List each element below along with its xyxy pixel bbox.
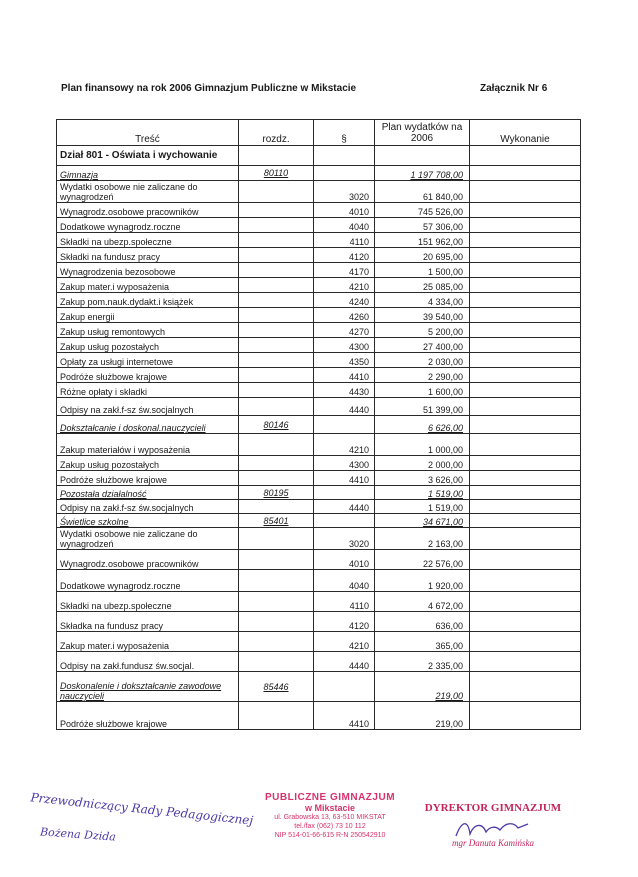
table-row xyxy=(57,323,581,338)
stamp-line-4: tel./fax (062) 73 10 112 xyxy=(294,823,366,830)
cell-rozdz xyxy=(239,293,314,308)
cell-plan: 3 626,00 xyxy=(375,471,470,486)
table-row xyxy=(57,383,581,398)
cell-paragraph: 4210 xyxy=(314,278,375,293)
subsection-row xyxy=(57,514,581,528)
table-row xyxy=(57,612,581,632)
cell-paragraph: 4440 xyxy=(314,500,375,514)
document-title: Plan finansowy na rok 2006 Gimnazjum Publiczne w Mikstacie xyxy=(61,83,357,94)
cell-wykonanie xyxy=(470,383,581,398)
table-row xyxy=(57,353,581,368)
subsection-row xyxy=(57,486,581,500)
table-row xyxy=(57,248,581,263)
cell-rozdz xyxy=(239,672,314,702)
cell-wykonanie xyxy=(470,471,581,486)
cell-wykonanie xyxy=(470,308,581,323)
cell-plan: 151 962,00 xyxy=(375,233,470,248)
cell-tresc: Składki na fundusz pracy xyxy=(57,248,239,263)
subsection-row xyxy=(57,416,581,434)
column-header-wykonanie: Wykonanie xyxy=(470,120,581,146)
cell-wykonanie xyxy=(470,702,581,730)
cell-rozdz xyxy=(239,368,314,383)
cell-wykonanie xyxy=(470,368,581,383)
council-chair-signature: Przewodniczący Rady Pedagogicznej xyxy=(29,790,254,828)
cell-tresc: Podróże służbowe krajowe xyxy=(57,471,239,486)
cell-wykonanie xyxy=(470,233,581,248)
stamp-line-5: NIP 514-01-66-615 R-N 250542910 xyxy=(274,832,386,839)
cell-paragraph: 4440 xyxy=(314,398,375,416)
cell-tresc: Różne opłaty i składki xyxy=(57,383,239,398)
table-row xyxy=(57,434,581,456)
cell-rozdz xyxy=(239,248,314,263)
cell-paragraph: 4210 xyxy=(314,434,375,456)
stamp-line-1: PUBLICZNE GIMNAZJUM xyxy=(264,792,396,803)
cell-rozdz xyxy=(239,398,314,416)
cell-tresc: Wynagrodz.osobowe pracowników xyxy=(57,203,239,218)
cell-rozdz xyxy=(239,570,314,592)
cell-paragraph: 4440 xyxy=(314,652,375,672)
cell-plan: 219,00 xyxy=(375,702,470,730)
cell-paragraph: 3020 xyxy=(314,181,375,203)
table-row xyxy=(57,181,581,203)
second-signature: Bożena Dzida xyxy=(39,825,117,844)
cell-paragraph: 4110 xyxy=(314,592,375,612)
cell-plan: 51 399,00 xyxy=(375,398,470,416)
cell-rozdz xyxy=(239,486,314,500)
cell-rozdz xyxy=(239,338,314,353)
cell-plan: 25 085,00 xyxy=(375,278,470,293)
cell-plan: 1 500,00 xyxy=(375,263,470,278)
table-row xyxy=(57,500,581,514)
cell-paragraph: 3020 xyxy=(314,528,375,550)
cell-plan: 57 306,00 xyxy=(375,218,470,233)
column-header-plan: Plan wydatków na 2006 xyxy=(375,120,470,146)
cell-rozdz-text: 85446 xyxy=(263,681,289,692)
cell-plan-text: 219,00 xyxy=(435,691,463,701)
table-row xyxy=(57,528,581,550)
cell-plan: 1 519,00 xyxy=(375,500,470,514)
cell-paragraph: 4350 xyxy=(314,353,375,368)
cell-plan: 4 672,00 xyxy=(375,592,470,612)
cell-rozdz xyxy=(239,528,314,550)
cell-tresc: Zakup usług remontowych xyxy=(57,323,239,338)
cell-rozdz xyxy=(239,632,314,652)
cell-tresc: Podróże służbowe krajowe xyxy=(57,702,239,730)
cell-tresc xyxy=(57,166,239,181)
cell-tresc: Zakup energii xyxy=(57,308,239,323)
school-stamp xyxy=(255,792,405,840)
cell-rozdz-text: 80110 xyxy=(263,168,289,178)
cell-wykonanie xyxy=(470,486,581,500)
cell-plan: 2 290,00 xyxy=(375,368,470,383)
cell-paragraph: 4240 xyxy=(314,293,375,308)
cell-plan: 745 526,00 xyxy=(375,203,470,218)
cell-paragraph xyxy=(314,416,375,434)
cell-wykonanie xyxy=(470,672,581,702)
cell-paragraph: 4010 xyxy=(314,550,375,570)
cell-tresc: Odpisy na zakł.f-sz św.socjalnych xyxy=(57,500,239,514)
cell-paragraph: 4120 xyxy=(314,612,375,632)
cell-wykonanie xyxy=(470,353,581,368)
cell-wykonanie xyxy=(470,218,581,233)
attachment-label: Załącznik Nr 6 xyxy=(480,83,548,94)
cell-plan: 61 840,00 xyxy=(375,181,470,203)
cell-tresc xyxy=(57,416,239,434)
cell-wykonanie xyxy=(470,248,581,263)
cell-paragraph: 4300 xyxy=(314,338,375,353)
cell-paragraph: 4040 xyxy=(314,570,375,592)
table-row xyxy=(57,308,581,323)
cell-wykonanie xyxy=(470,592,581,612)
table-body xyxy=(57,146,581,730)
cell-plan xyxy=(375,514,470,528)
cell-plan: 2 030,00 xyxy=(375,353,470,368)
cell-rozdz xyxy=(239,416,314,434)
cell-rozdz xyxy=(239,434,314,456)
cell-rozdz xyxy=(239,550,314,570)
cell-wykonanie xyxy=(470,434,581,456)
cell-paragraph: 4410 xyxy=(314,702,375,730)
cell-plan: 39 540,00 xyxy=(375,308,470,323)
cell-rozdz xyxy=(239,218,314,233)
table-row xyxy=(57,203,581,218)
cell-rozdz xyxy=(239,514,314,528)
cell-tresc: Podróże służbowe krajowe xyxy=(57,368,239,383)
cell-rozdz xyxy=(239,383,314,398)
table-row xyxy=(57,652,581,672)
cell-tresc-text: Świetlice szkolne xyxy=(60,517,129,527)
cell-plan: 2 163,00 xyxy=(375,528,470,550)
table-row xyxy=(57,338,581,353)
cell-plan-text: 34 671,00 xyxy=(422,517,463,527)
cell-paragraph xyxy=(314,514,375,528)
cell-rozdz xyxy=(239,353,314,368)
table-row xyxy=(57,278,581,293)
cell-plan: 22 576,00 xyxy=(375,550,470,570)
table-row xyxy=(57,550,581,570)
cell-plan: 5 200,00 xyxy=(375,323,470,338)
cell-paragraph: 4120 xyxy=(314,248,375,263)
cell-tresc-text: Dokształcanie i doskonal.nauczycieli xyxy=(60,423,206,433)
cell-paragraph: 4430 xyxy=(314,383,375,398)
cell-tresc: Zakup materiałów i wyposażenia xyxy=(57,434,239,456)
table-row xyxy=(57,702,581,730)
cell-rozdz-text: 80146 xyxy=(263,419,289,430)
cell-plan: 636,00 xyxy=(375,612,470,632)
table-row xyxy=(57,263,581,278)
cell-tresc: Wydatki osobowe nie zaliczane do wynagrodzeń xyxy=(57,181,239,203)
cell-wykonanie xyxy=(470,263,581,278)
cell-plan-text: 1 519,00 xyxy=(427,489,463,499)
cell-plan-text: 6 626,00 xyxy=(427,423,463,433)
cell-wykonanie xyxy=(470,632,581,652)
cell-tresc: Zakup mater.i wyposażenia xyxy=(57,632,239,652)
cell-plan: 2 335,00 xyxy=(375,652,470,672)
cell-rozdz xyxy=(239,278,314,293)
table-row xyxy=(57,471,581,486)
column-header-tresc: Treść xyxy=(57,120,239,146)
table-row xyxy=(57,398,581,416)
cell-tresc: Zakup pom.nauk.dydakt.i książek xyxy=(57,293,239,308)
cell-rozdz xyxy=(239,612,314,632)
cell-tresc xyxy=(57,672,239,702)
cell-wykonanie xyxy=(470,398,581,416)
cell-paragraph: 4010 xyxy=(314,203,375,218)
cell-tresc: Zakup mater.i wyposażenia xyxy=(57,278,239,293)
cell-rozdz xyxy=(239,471,314,486)
cell-paragraph: 4300 xyxy=(314,456,375,471)
cell-wykonanie xyxy=(470,181,581,203)
cell-plan: 1 920,00 xyxy=(375,570,470,592)
cell-paragraph: 4040 xyxy=(314,218,375,233)
cell-tresc xyxy=(57,514,239,528)
section-title: Dział 801 - Oświata i wychowanie xyxy=(57,146,239,166)
cell-wykonanie xyxy=(470,278,581,293)
cell-rozdz xyxy=(239,652,314,672)
cell-rozdz-text: 80195 xyxy=(263,487,289,498)
cell-paragraph: 4410 xyxy=(314,368,375,383)
cell-wykonanie xyxy=(470,166,581,181)
cell-tresc: Dodatkowe wynagrodz.roczne xyxy=(57,218,239,233)
cell-paragraph: 4410 xyxy=(314,471,375,486)
table-row xyxy=(57,368,581,383)
cell-tresc: Składki na ubezp.społeczne xyxy=(57,233,239,248)
cell-plan xyxy=(375,486,470,500)
cell-wykonanie xyxy=(470,416,581,434)
table-row xyxy=(57,218,581,233)
cell-plan xyxy=(375,416,470,434)
cell-plan: 1 000,00 xyxy=(375,434,470,456)
director-signature-icon xyxy=(448,816,538,844)
cell-rozdz xyxy=(239,181,314,203)
cell-plan: 4 334,00 xyxy=(375,293,470,308)
subsection-row xyxy=(57,672,581,702)
cell-rozdz xyxy=(239,233,314,248)
cell-tresc: Opłaty za usługi internetowe xyxy=(57,353,239,368)
cell-paragraph: 4170 xyxy=(314,263,375,278)
director-stamp xyxy=(418,802,568,848)
cell-paragraph: 4210 xyxy=(314,632,375,652)
cell-wykonanie xyxy=(470,550,581,570)
cell-rozdz xyxy=(239,203,314,218)
cell-rozdz xyxy=(239,166,314,181)
table-row xyxy=(57,592,581,612)
cell-wykonanie xyxy=(470,323,581,338)
table-header-row xyxy=(57,120,581,146)
financial-plan-table xyxy=(56,119,581,730)
cell-wykonanie xyxy=(470,570,581,592)
cell-wykonanie xyxy=(470,652,581,672)
cell-tresc-text: Doskonalenie i dokształcanie zawodowe nauczycieli xyxy=(60,681,222,701)
cell-tresc: Wynagrodzenia bezosobowe xyxy=(57,263,239,278)
column-header-paragraph: § xyxy=(314,120,375,146)
cell-rozdz-text: 85401 xyxy=(263,515,289,526)
cell-wykonanie xyxy=(470,500,581,514)
cell-tresc: Odpisy na zakł.f-sz św.socjalnych xyxy=(57,398,239,416)
cell-wykonanie xyxy=(470,612,581,632)
cell-tresc: Wydatki osobowe nie zaliczane do wynagrodzeń xyxy=(57,528,239,550)
cell-plan-text: 1 197 708,00 xyxy=(410,170,463,180)
cell-rozdz xyxy=(239,263,314,278)
cell-wykonanie xyxy=(470,338,581,353)
cell-paragraph xyxy=(314,486,375,500)
cell-tresc: Składki na ubezp.społeczne xyxy=(57,592,239,612)
cell-tresc-text: Pozostała działalność xyxy=(60,489,147,499)
table-row xyxy=(57,632,581,652)
cell-paragraph xyxy=(314,672,375,702)
cell-tresc: Zakup usług pozostałych xyxy=(57,456,239,471)
cell-plan xyxy=(375,166,470,181)
cell-rozdz xyxy=(239,592,314,612)
cell-rozdz xyxy=(239,500,314,514)
cell-paragraph: 4260 xyxy=(314,308,375,323)
cell-wykonanie xyxy=(470,456,581,471)
cell-plan: 27 400,00 xyxy=(375,338,470,353)
section-row xyxy=(57,146,581,166)
cell-tresc: Odpisy na zakł.fundusz św.socjal. xyxy=(57,652,239,672)
cell-plan: 1 600,00 xyxy=(375,383,470,398)
table-row xyxy=(57,233,581,248)
stamp-line-3: ul. Grabowska 13, 63-510 MIKSTAT xyxy=(274,814,386,821)
cell-plan xyxy=(375,672,470,702)
cell-wykonanie xyxy=(470,514,581,528)
director-title: DYREKTOR GIMNAZJUM xyxy=(424,802,562,814)
cell-tresc: Zakup usług pozostałych xyxy=(57,338,239,353)
table-row xyxy=(57,456,581,471)
cell-tresc: Wynagrodz.osobowe pracowników xyxy=(57,550,239,570)
cell-plan: 365,00 xyxy=(375,632,470,652)
table-row xyxy=(57,293,581,308)
cell-tresc: Dodatkowe wynagrodz.roczne xyxy=(57,570,239,592)
cell-wykonanie xyxy=(470,293,581,308)
stamp-line-2: w Mikstacie xyxy=(304,803,356,813)
cell-tresc: Składka na fundusz pracy xyxy=(57,612,239,632)
cell-plan: 20 695,00 xyxy=(375,248,470,263)
table-row xyxy=(57,570,581,592)
cell-wykonanie xyxy=(470,528,581,550)
cell-rozdz xyxy=(239,456,314,471)
column-header-rozdz: rozdz. xyxy=(239,120,314,146)
cell-plan: 2 000,00 xyxy=(375,456,470,471)
cell-wykonanie xyxy=(470,203,581,218)
cell-paragraph: 4270 xyxy=(314,323,375,338)
cell-tresc xyxy=(57,486,239,500)
cell-rozdz xyxy=(239,323,314,338)
cell-rozdz xyxy=(239,308,314,323)
cell-tresc-text: Gimnazja xyxy=(60,170,99,180)
director-name: mgr Danuta Kamińska xyxy=(451,838,534,848)
cell-paragraph: 4110 xyxy=(314,233,375,248)
cell-rozdz xyxy=(239,702,314,730)
subsection-row xyxy=(57,166,581,181)
cell-paragraph xyxy=(314,166,375,181)
